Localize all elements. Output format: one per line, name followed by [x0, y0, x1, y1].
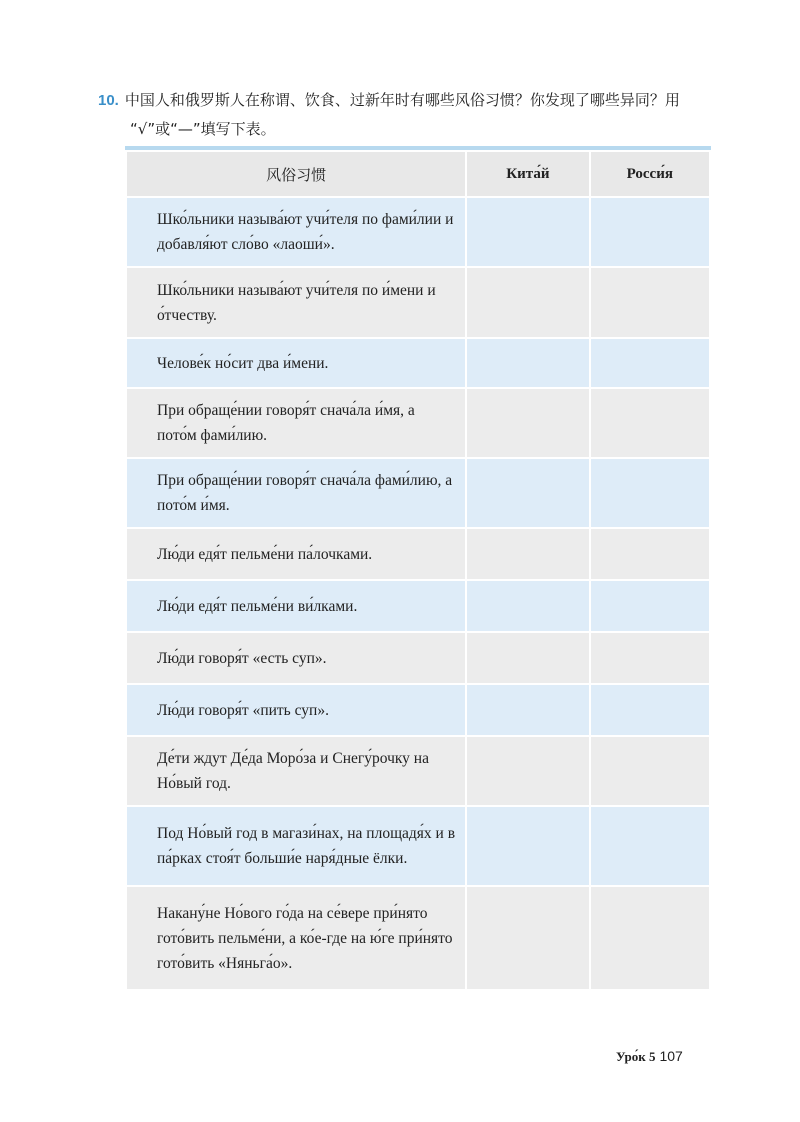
custom-text: Шко́льники называ́ют учи́теля по и́мени и о́тчеству. [126, 267, 466, 338]
table-row [126, 388, 710, 458]
task-text-1: 中国人和俄罗斯人在称谓、饮食、过新年时有哪些风俗习惯？你发现了哪些异同？用 [124, 91, 680, 109]
china-answer-cell[interactable] [466, 580, 589, 632]
russia-answer-cell[interactable] [590, 632, 710, 684]
custom-text: При обраще́нии говоря́т снача́ла фами́лию, а пото́м и́мя. [126, 458, 466, 528]
table-row [126, 197, 710, 267]
table-row [126, 580, 710, 632]
china-answer-cell[interactable] [466, 267, 589, 338]
russia-answer-cell[interactable] [590, 197, 710, 267]
table-row [126, 684, 710, 736]
china-answer-cell[interactable] [466, 197, 589, 267]
custom-text: Лю́ди говоря́т «пить суп». [126, 684, 466, 736]
russia-answer-cell[interactable] [590, 338, 710, 388]
table-row [126, 632, 710, 684]
task-instruction [98, 86, 738, 143]
header-china: Кита́й [466, 151, 589, 197]
russia-answer-cell[interactable] [590, 684, 710, 736]
lesson-label: Уро́к 5 [616, 1049, 656, 1064]
custom-text: Челове́к но́сит два и́мени. [126, 338, 466, 388]
custom-text: Лю́ди говоря́т «есть суп». [126, 632, 466, 684]
table-row [126, 886, 710, 990]
china-answer-cell[interactable] [466, 338, 589, 388]
task-line-2: “√”或“—”填写下表。 [130, 120, 276, 138]
china-answer-cell[interactable] [466, 684, 589, 736]
table-row [126, 736, 710, 806]
custom-text: Под Но́вый год в магази́нах, на площадя́х и в па́рках стоя́т больши́е наря́дные ёлки. [126, 806, 466, 886]
custom-text: Накану́не Но́вого го́да на се́вере при́нято гото́вить пельме́ни, а ко́е-где на ю́ге при́нято гото́вить «Няньга́о». [126, 886, 466, 990]
header-customs: 风俗习惯 [126, 151, 466, 197]
table-row [126, 267, 710, 338]
russia-answer-cell[interactable] [590, 806, 710, 886]
russia-answer-cell[interactable] [590, 580, 710, 632]
china-answer-cell[interactable] [466, 388, 589, 458]
table-row [126, 458, 710, 528]
china-answer-cell[interactable] [466, 806, 589, 886]
custom-text: Лю́ди едя́т пельме́ни ви́лками. [126, 580, 466, 632]
customs-table-container [125, 146, 711, 991]
china-answer-cell[interactable] [466, 632, 589, 684]
header-russia: Росси́я [590, 151, 710, 197]
task-line-1 [98, 86, 738, 115]
china-answer-cell[interactable] [466, 736, 589, 806]
russia-answer-cell[interactable] [590, 736, 710, 806]
task-number: 10. [98, 92, 119, 109]
russia-answer-cell[interactable] [590, 528, 710, 580]
russia-answer-cell[interactable] [590, 458, 710, 528]
page-number: 107 [659, 1048, 683, 1064]
table-row [126, 338, 710, 388]
china-answer-cell[interactable] [466, 528, 589, 580]
china-answer-cell[interactable] [466, 458, 589, 528]
customs-table [125, 150, 711, 991]
page-footer [616, 1048, 683, 1065]
custom-text: Лю́ди едя́т пельме́ни па́лочками. [126, 528, 466, 580]
custom-text: Шко́льники называ́ют учи́теля по фами́лии и добавля́ют сло́во «лаоши́». [126, 197, 466, 267]
custom-text: При обраще́нии говоря́т снача́ла и́мя, а пото́м фами́лию. [126, 388, 466, 458]
china-answer-cell[interactable] [466, 886, 589, 990]
table-header-row [126, 151, 710, 197]
russia-answer-cell[interactable] [590, 886, 710, 990]
table-row [126, 806, 710, 886]
table-row [126, 528, 710, 580]
russia-answer-cell[interactable] [590, 388, 710, 458]
russia-answer-cell[interactable] [590, 267, 710, 338]
custom-text: Де́ти ждут Де́да Моро́за и Снегу́рочку на Но́вый год. [126, 736, 466, 806]
